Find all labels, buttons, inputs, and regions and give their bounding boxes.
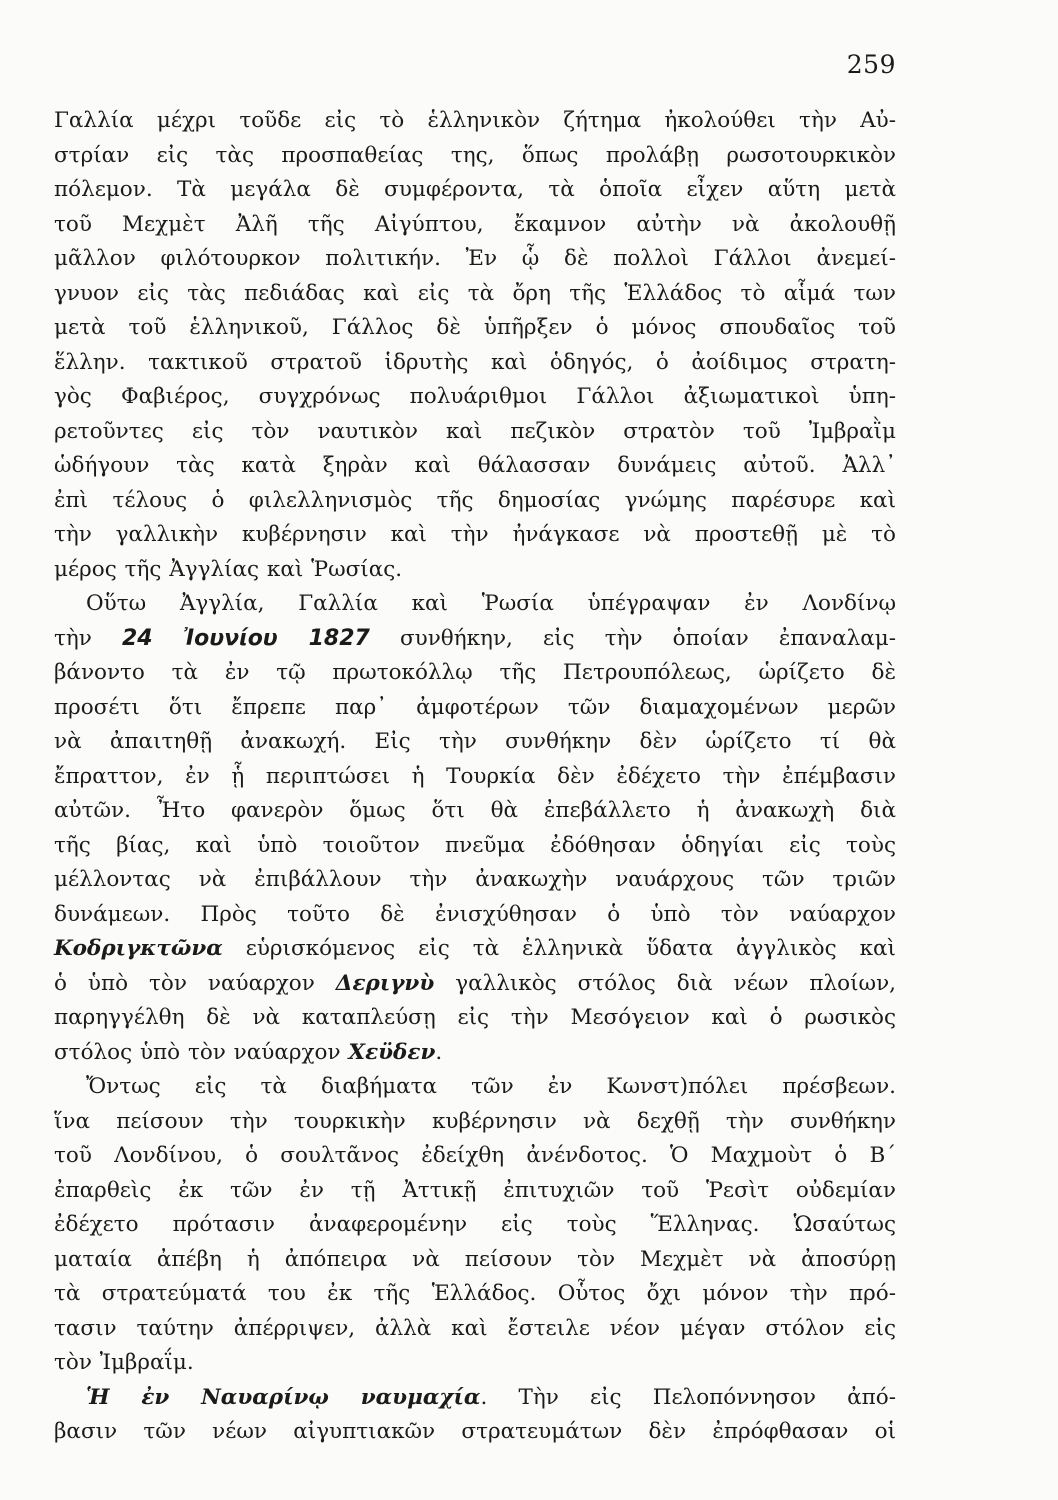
text-run: γαλλικὸς στόλος διὰ νέων πλοίων, [434, 970, 896, 996]
text-line [54, 1174, 896, 1209]
text-line [54, 449, 896, 484]
text-run: ἕλλην. τακτικοῦ στρατοῦ ἱδρυτὴς καὶ ὁδηγός, ὁ ἀοίδιμος στρατη- [54, 349, 896, 375]
text-run: ματαία ἀπέβη ἡ ἀπόπειρα νὰ πείσουν τὸν Μεχμὲτ νὰ ἀποσύρῃ [54, 1246, 896, 1272]
text-run: παρηγγέλθη δὲ νὰ καταπλεύσῃ εἰς τὴν Μεσόγειον καὶ ὁ ρωσικὸς [54, 1005, 896, 1030]
text-line [54, 1277, 896, 1312]
text-run: ἐπαρθεὶς ἐκ τῶν ἐν τῇ Ἀττικῇ ἐπιτυχιῶν τοῦ Ῥεσὶτ οὐδεμίαν [54, 1177, 896, 1203]
text-line [54, 1001, 896, 1036]
text-run: ὁ ὑπὸ τὸν ναύαρχον [54, 970, 336, 996]
text-line [54, 691, 896, 726]
text-run: στόλος ὑπὸ τὸν ναύαρχον [54, 1039, 349, 1065]
text-run: . Τὴν εἰς Πελοπόννησον ἀπό- [480, 1384, 896, 1410]
text-run: μέρος τῆς Ἀγγλίας καὶ Ῥωσίας. [54, 556, 403, 582]
text-run: . [435, 1039, 443, 1065]
text-line [54, 1243, 896, 1278]
text-run: τοῦ Μεχμὲτ Ἀλῆ τῆς Αἰγύπτου, ἔκαμνον αὐτὴν νὰ ἀκολουθῇ [54, 211, 896, 237]
emphasized-term: Χεϋδεν [348, 1039, 436, 1065]
text-line [54, 656, 896, 691]
emphasized-term: Ἡ ἐν Ναυαρίνῳ ναυμαχία [86, 1384, 481, 1410]
text-run: γὸς Φαβιέρος, συγχρόνως πολυάριθμοι Γάλλοι ἀξιωματικοὶ ὑπη- [54, 384, 896, 409]
text-run: πόλεμον. Τὰ μεγάλα δὲ συμφέροντα, τὰ ὁποῖα εἶχεν αὕτη μετὰ [54, 177, 896, 202]
text-run: αὐτῶν. Ἦτο φανερὸν ὅμως ὅτι θὰ ἐπεβάλλετο ἡ ἀνακωχὴ διὰ [54, 798, 896, 823]
text-line [54, 587, 896, 622]
text-line [54, 139, 896, 174]
text-run: τῆς βίας, καὶ ὑπὸ τοιοῦτον πνεῦμα ἐδόθησαν ὁδηγίαι εἰς τοὺς [54, 832, 896, 858]
text-run: Γαλλία μέχρι τοῦδε εἰς τὸ ἑλληνικὸν ζήτημα ἠκολούθει τὴν Αὐ- [54, 108, 896, 133]
text-run: ἵνα πείσουν τὴν τουρκικὴν κυβέρνησιν νὰ δεχθῇ τὴν συνθήκην [54, 1108, 896, 1134]
page-number: 259 [846, 50, 896, 79]
text-line [54, 1139, 896, 1174]
text-line [54, 622, 896, 657]
text-line [54, 208, 896, 243]
text-run: τὴν [54, 625, 122, 651]
text-line [54, 346, 896, 381]
text-line [54, 898, 896, 933]
text-line [54, 311, 896, 346]
text-run: συνθήκην, εἰς τὴν ὁποίαν ἐπαναλαμ- [369, 625, 896, 651]
text-line [54, 1381, 896, 1416]
text-line [54, 173, 896, 208]
text-run: Ὄντως εἰς τὰ διαβήματα τῶν ἐν Κωνστ)πόλει πρέσβεων. [86, 1074, 896, 1099]
text-line [54, 1208, 896, 1243]
text-line [54, 553, 896, 588]
text-line [54, 518, 896, 553]
text-run: προσέτι ὅτι ἔπρεπε παρ᾽ ἀμφοτέρων τῶν διαμαχομένων μερῶν [54, 694, 896, 720]
text-run: τασιν ταύτην ἀπέρριψεν, ἀλλὰ καὶ ἔστειλε νέον μέγαν στόλον εἰς [54, 1315, 896, 1341]
text-line [54, 1346, 896, 1381]
text-run: ἐδέχετο πρότασιν ἀναφερομένην εἰς τοὺς Ἕλληνας. Ὡσαύτως [54, 1212, 896, 1237]
text-run: ἔπραττον, ἐν ᾗ περιπτώσει ἡ Τουρκία δὲν ἐδέχετο τὴν ἐπέμβασιν [54, 763, 896, 789]
text-run: τὰ στρατεύματά του ἐκ τῆς Ἑλλάδος. Οὗτος ὄχι μόνον τὴν πρό- [54, 1281, 896, 1306]
text-run: ὡδήγουν τὰς κατὰ ξηρὰν καὶ θάλασσαν δυνάμεις αὐτοῦ. Ἀλλ᾽ [54, 453, 896, 478]
text-line [54, 794, 896, 829]
text-run: ρετοῦντες εἰς τὸν ναυτικὸν καὶ πεζικὸν στρατὸν τοῦ Ἰμβραῒμ [54, 418, 896, 444]
emphasized-term: Κοδριγκτῶνα [54, 936, 223, 961]
text-line [54, 725, 896, 760]
text-line [54, 1105, 896, 1140]
text-line [54, 1312, 896, 1347]
text-run: νὰ ἀπαιτηθῇ ἀνακωχή. Εἰς τὴν συνθήκην δὲν ὡρίζετο τί θὰ [54, 729, 896, 754]
text-line [54, 829, 896, 864]
text-run: μετὰ τοῦ ἑλληνικοῦ, Γάλλος δὲ ὑπῆρξεν ὁ μόνος σπουδαῖος τοῦ [54, 315, 896, 340]
text-line [54, 967, 896, 1002]
text-run: μέλλοντας νὰ ἐπιβάλλουν τὴν ἀνακωχὴν ναυάρχους τῶν τριῶν [54, 867, 896, 892]
text-run: Οὕτω Ἀγγλία, Γαλλία καὶ Ῥωσία ὑπέγραψαν ἐν Λονδίνῳ [86, 591, 896, 616]
text-line [54, 863, 896, 898]
text-line [54, 1036, 896, 1071]
text-line [54, 932, 896, 967]
text-run: τὴν γαλλικὴν κυβέρνησιν καὶ τὴν ἠνάγκασε νὰ προστεθῇ μὲ τὸ [54, 522, 896, 547]
body-text [54, 104, 896, 1450]
text-line [54, 1415, 896, 1450]
emphasized-date: 24 Ἰουνίου 1827 [121, 625, 370, 651]
text-line [54, 277, 896, 312]
text-run: τοῦ Λονδίνου, ὁ σουλτᾶνος ἐδείχθη ἀνένδοτος. Ὁ Μαχμοὺτ ὁ Β΄ [54, 1143, 896, 1168]
emphasized-term: Δεριγνὺ [335, 970, 435, 996]
text-run: βασιν τῶν νέων αἰγυπτιακῶν στρατευμάτων δὲν ἐπρόφθασαν οἱ [54, 1419, 896, 1444]
text-line [54, 242, 896, 277]
text-line [54, 104, 896, 139]
text-line [54, 760, 896, 795]
text-run: μᾶλλον φιλότουρκον πολιτικήν. Ἐν ᾧ δὲ πολλοὶ Γάλλοι ἀνεμεί- [54, 246, 896, 271]
text-run: γνυον εἰς τὰς πεδιάδας καὶ εἰς τὰ ὄρη τῆς Ἑλλάδος τὸ αἷμά των [54, 280, 896, 306]
text-run: βάνοντο τὰ ἐν τῷ πρωτοκόλλῳ τῆς Πετρουπόλεως, ὡρίζετο δὲ [54, 660, 896, 685]
text-run: δυνάμεων. Πρὸς τοῦτο δὲ ἐνισχύθησαν ὁ ὑπὸ τὸν ναύαρχον [54, 901, 896, 927]
text-run: τὸν Ἰμβραΐμ. [54, 1350, 194, 1375]
text-line [54, 380, 896, 415]
text-run: στρίαν εἰς τὰς προσπαθείας της, ὅπως προλάβῃ ρωσοτουρκικὸν [54, 142, 896, 168]
text-run: ἐπὶ τέλους ὁ φιλελληνισμὸς τῆς δημοσίας γνώμης παρέσυρε καὶ [54, 487, 896, 513]
text-line [54, 415, 896, 450]
text-run: εὑρισκόμενος εἰς τὰ ἑλληνικὰ ὕδατα ἀγγλικὸς καὶ [222, 936, 896, 961]
text-line [54, 1070, 896, 1105]
text-line [54, 484, 896, 519]
